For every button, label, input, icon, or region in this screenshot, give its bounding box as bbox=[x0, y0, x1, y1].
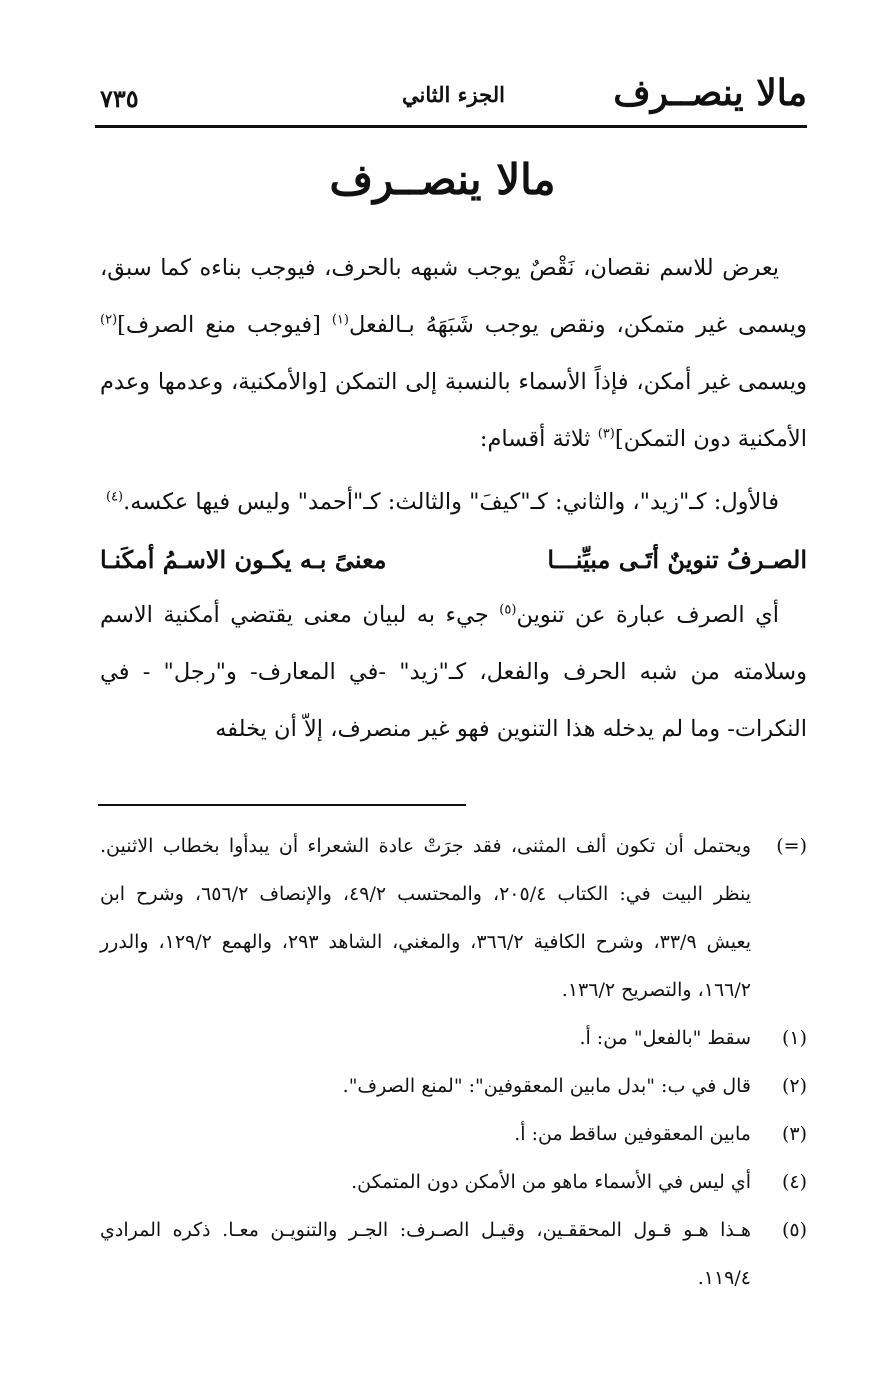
footnote-4 bbox=[100, 1158, 807, 1206]
footnote-text: سقط "بالفعل" من: أ. bbox=[579, 1027, 751, 1049]
footnote-ref-2: (٢) bbox=[100, 312, 118, 328]
footnote-1 bbox=[100, 1014, 807, 1062]
verse-hemistich-1: الصـرفُ تنوينٌ أتَـى مبيِّنـــا bbox=[547, 545, 807, 574]
footnote-5 bbox=[100, 1206, 807, 1302]
footnote-ref-5: (٥) bbox=[499, 602, 517, 618]
footnote-ref-3: (٣) bbox=[597, 426, 615, 442]
paragraph-3-part-2: جيء به لبيان معنى يقتضي أمكنية الاسم وسلامته من شبه الحرف والفعل، كـ"زيد" -في المعارف- و"رجل" - في النكرات- وما لم يدخله هذا التنوين فهو غير منصرف، إلاّ أن يخلفه bbox=[100, 602, 807, 742]
footnote-ref-1: (١) bbox=[331, 312, 349, 328]
paragraph-1-part-1: يعرض للاسم نقصان، نَقْصٌ يوجب شبهه بالحرف، فيوجب بناءه كما سبق، ويسمى غير متمكن، ونقص يوجب شَبَهَهُ بـالفعل bbox=[100, 255, 807, 338]
running-head-title: مالا ينصــرف bbox=[613, 72, 807, 114]
footnote-mark: (٢) bbox=[781, 1075, 807, 1097]
header-rule bbox=[95, 125, 807, 128]
footnote-continued bbox=[100, 822, 807, 1014]
running-head-part: الجزء الثاني bbox=[402, 82, 505, 107]
footnote-mark: (=) bbox=[776, 835, 807, 857]
paragraph-1 bbox=[100, 240, 807, 468]
verse-hemistich-2: معنىً بـه يكـون الاسـمُ أمكَنـا bbox=[100, 545, 387, 574]
paragraph-1-part-4: ثلاثة أقسام: bbox=[479, 426, 591, 452]
paragraph-3 bbox=[100, 587, 807, 758]
main-text bbox=[100, 240, 807, 758]
footnote-2 bbox=[100, 1062, 807, 1110]
verse-line bbox=[100, 535, 807, 585]
footnote-mark: (٤) bbox=[781, 1171, 807, 1193]
footnote-rule bbox=[98, 804, 466, 806]
page-number: ٧٣٥ bbox=[100, 84, 139, 113]
paragraph-1-part-2: [فيوجب منع الصرف] bbox=[117, 312, 321, 338]
paragraph-1-part-3: ويسمى غير أمكن، فإذاً الأسماء بالنسبة إلى التمكن [والأمكنية، وعدمها وعدم الأمكنية دون التمكن] bbox=[100, 369, 807, 452]
running-head bbox=[100, 72, 807, 122]
footnote-3 bbox=[100, 1110, 807, 1158]
footnote-text: مابين المعقوفين ساقط من: أ. bbox=[514, 1123, 751, 1145]
footnote-text: هـذا هـو قـول المحققـين، وقيـل الصـرف: الجـر والتنويـن معـا. ذكره المرادي ١١٩/٤. bbox=[100, 1219, 751, 1289]
footnote-text: أي ليس في الأسماء ماهو من الأمكن دون المتمكن. bbox=[351, 1171, 751, 1193]
footnote-text: قال في ب: "بدل مابين المعقوفين": "لمنع الصرف". bbox=[342, 1075, 751, 1097]
footnote-ref-4: (٤) bbox=[105, 489, 124, 505]
footnote-mark: (١) bbox=[781, 1027, 807, 1049]
footnotes bbox=[100, 822, 807, 1302]
chapter-title: مالا ينصــرف bbox=[329, 155, 556, 204]
paragraph-3-part-1: أي الصرف عبارة عن تنوين bbox=[516, 602, 779, 628]
paragraph-2-text: فالأول: كـ"زيد"، والثاني: كـ"كيفَ" والثالث: كـ"أحمد" وليس فيها عكسه. bbox=[123, 489, 779, 515]
paragraph-2 bbox=[100, 474, 807, 531]
footnote-mark: (٥) bbox=[781, 1219, 807, 1241]
footnote-text: ويحتمل أن تكون ألف المثنى، فقد جرَتْ عادة الشعراء أن يبدأوا بخطاب الاثنين. ينظر البيت في: الكتاب ٢٠٥/٤، والمحتسب ٤٩/٢، والإنصاف ٦٥٦/٢، وشرح ابن يعيش ٣٣/٩، وشرح الكافية ٣٦٦/٢، والمغني، الشاهد ٢٩٣، والهمع ١٢٩/٢، والدرر ١٦٦/٢، والتصريح ١٣٦/٢. bbox=[100, 835, 751, 1001]
footnote-mark: (٣) bbox=[781, 1123, 807, 1145]
